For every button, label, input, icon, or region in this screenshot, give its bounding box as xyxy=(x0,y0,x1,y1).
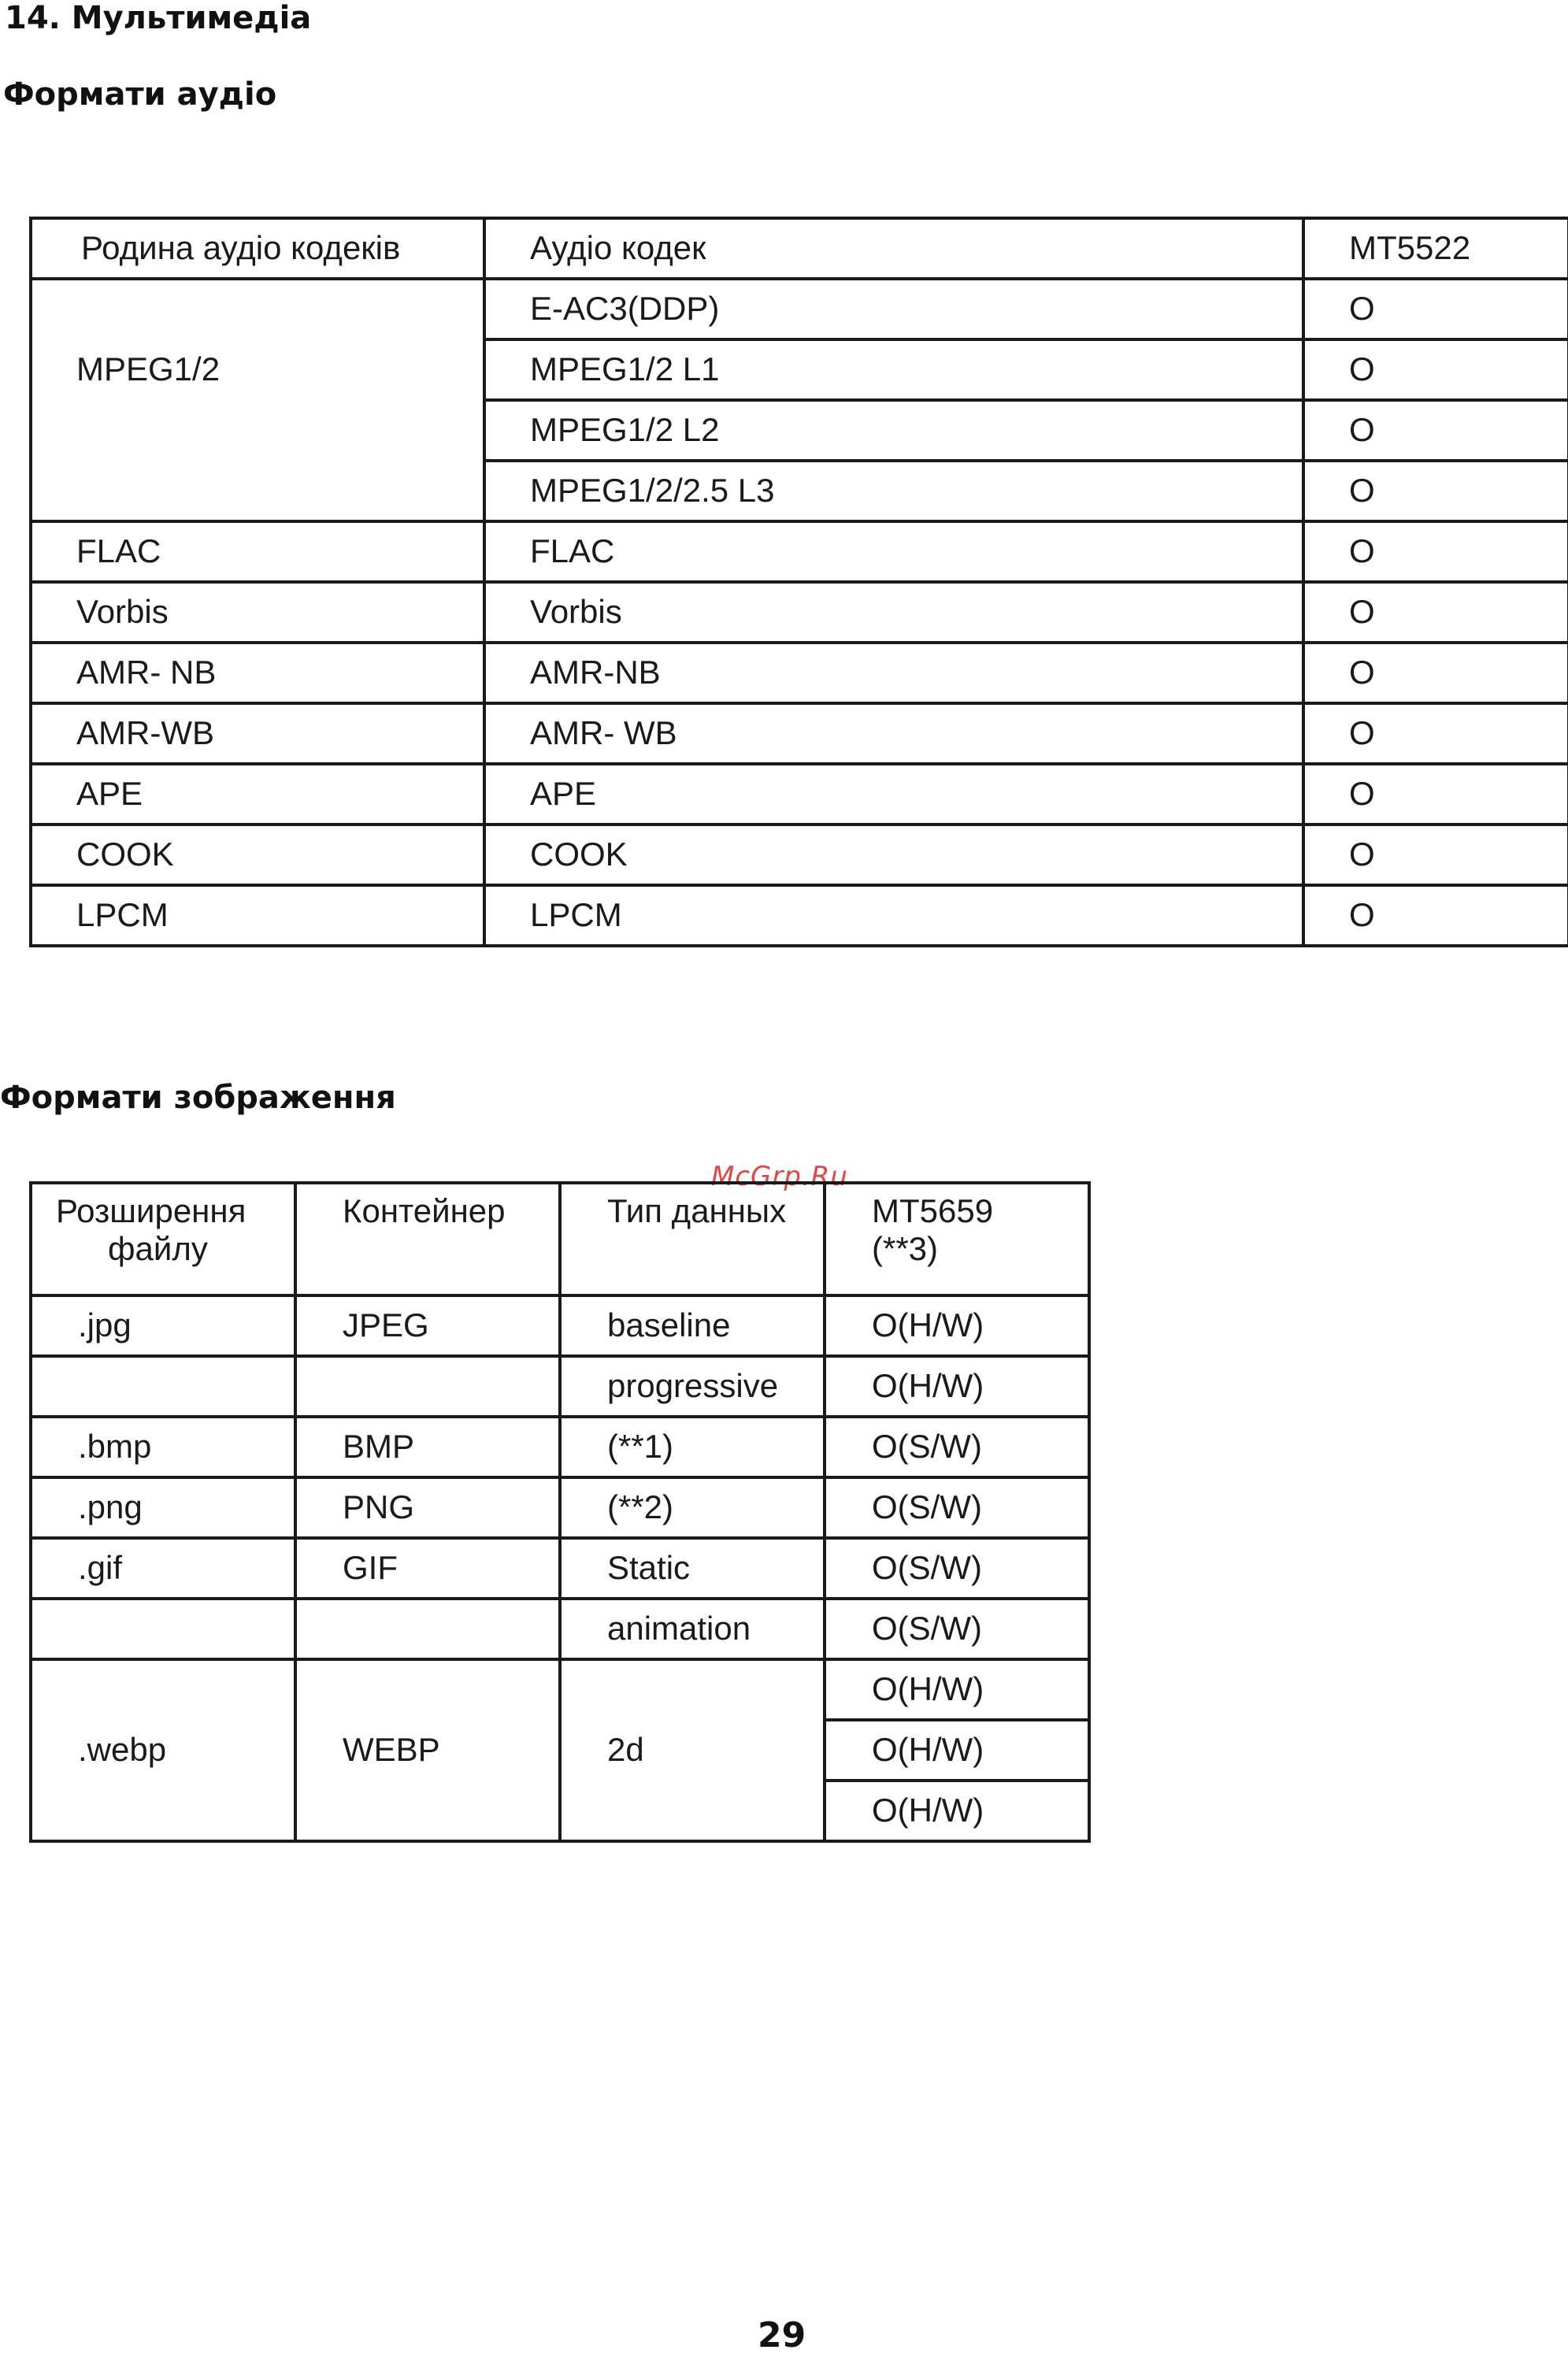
support-cell: O xyxy=(1303,825,1568,885)
codec-cell: MPEG1/2 L1 xyxy=(484,339,1303,400)
support-cell: O xyxy=(1303,279,1568,339)
table-row xyxy=(31,1417,1089,1477)
chapter-title: 14. Мультимедіа xyxy=(5,0,312,36)
codec-family-cell: FLAC xyxy=(31,521,484,582)
header-model xyxy=(825,1183,1089,1295)
extension-cell: .bmp xyxy=(31,1417,295,1477)
support-cell: O xyxy=(1303,885,1568,946)
codec-family-cell: MPEG1/2 xyxy=(31,339,484,400)
header-model: MT5522 xyxy=(1303,218,1568,279)
header-file-extension xyxy=(31,1183,295,1295)
table-row xyxy=(31,1538,1089,1599)
container-cell: BMP xyxy=(295,1417,560,1477)
codec-cell: COOK xyxy=(484,825,1303,885)
header-model-line1: MT5659 xyxy=(872,1192,994,1229)
container-cell: GIF xyxy=(295,1538,560,1599)
codec-cell: FLAC xyxy=(484,521,1303,582)
codec-cell: MPEG1/2/2.5 L3 xyxy=(484,461,1303,521)
table-row xyxy=(31,1295,1089,1356)
table-row xyxy=(31,1659,1089,1720)
codec-family-cell: AMR-WB xyxy=(31,703,484,764)
support-cell: O(H/W) xyxy=(825,1356,1089,1417)
header-file-extension-line1: Розширення xyxy=(56,1192,247,1229)
table-row xyxy=(31,521,1568,582)
table-row xyxy=(31,643,1568,703)
container-cell: WEBP xyxy=(295,1659,560,1841)
support-cell: O(H/W) xyxy=(825,1781,1089,1841)
support-cell: O(S/W) xyxy=(825,1599,1089,1659)
codec-cell: LPCM xyxy=(484,885,1303,946)
table-header-row xyxy=(31,1183,1089,1295)
support-cell: O xyxy=(1303,339,1568,400)
audio-formats-table xyxy=(29,217,1568,947)
extension-cell xyxy=(31,1599,295,1659)
support-cell: O(S/W) xyxy=(825,1538,1089,1599)
table-row xyxy=(31,764,1568,825)
data-type-cell: 2d xyxy=(560,1659,825,1841)
table-row xyxy=(31,339,1568,400)
support-cell: O xyxy=(1303,582,1568,643)
support-cell: O(H/W) xyxy=(825,1720,1089,1781)
header-model-line2: (**3) xyxy=(872,1230,939,1268)
extension-cell xyxy=(31,1356,295,1417)
support-cell: O(H/W) xyxy=(825,1295,1089,1356)
codec-cell: MPEG1/2 L2 xyxy=(484,400,1303,461)
image-formats-title: Формати зображення xyxy=(0,1080,396,1116)
header-container: Контейнер xyxy=(295,1183,560,1295)
header-codec-family: Родина аудіо кодеків xyxy=(31,218,484,279)
page-number: 29 xyxy=(758,2315,806,2355)
codec-cell: AMR-NB xyxy=(484,643,1303,703)
support-cell: O xyxy=(1303,521,1568,582)
table-row xyxy=(31,582,1568,643)
image-formats-table xyxy=(29,1181,1091,1843)
container-cell: JPEG xyxy=(295,1295,560,1356)
table-row xyxy=(31,279,1568,339)
codec-family-cell: APE xyxy=(31,764,484,825)
extension-cell: .jpg xyxy=(31,1295,295,1356)
support-cell: O(S/W) xyxy=(825,1477,1089,1538)
table-row xyxy=(31,825,1568,885)
support-cell: O xyxy=(1303,400,1568,461)
extension-cell: .gif xyxy=(31,1538,295,1599)
container-cell xyxy=(295,1599,560,1659)
codec-family-cell xyxy=(31,279,484,339)
data-type-cell: baseline xyxy=(560,1295,825,1356)
codec-cell: Vorbis xyxy=(484,582,1303,643)
codec-cell: E-AC3(DDP) xyxy=(484,279,1303,339)
watermark: McGrp.Ru xyxy=(711,1161,848,1192)
table-row xyxy=(31,1477,1089,1538)
codec-cell: AMR- WB xyxy=(484,703,1303,764)
support-cell: O xyxy=(1303,461,1568,521)
support-cell: O xyxy=(1303,643,1568,703)
codec-family-cell: Vorbis xyxy=(31,582,484,643)
audio-formats-title: Формати аудіо xyxy=(3,76,277,113)
codec-family-cell: LPCM xyxy=(31,885,484,946)
container-cell xyxy=(295,1356,560,1417)
codec-family-cell: AMR- NB xyxy=(31,643,484,703)
table-row xyxy=(31,1599,1089,1659)
data-type-cell: animation xyxy=(560,1599,825,1659)
header-file-extension-line2: файлу xyxy=(108,1230,208,1268)
header-codec: Аудіо кодек xyxy=(484,218,1303,279)
codec-family-cell: COOK xyxy=(31,825,484,885)
table-row xyxy=(31,461,1568,521)
table-row xyxy=(31,400,1568,461)
data-type-cell: progressive xyxy=(560,1356,825,1417)
table-header-row xyxy=(31,218,1568,279)
table-row xyxy=(31,703,1568,764)
container-cell: PNG xyxy=(295,1477,560,1538)
extension-cell: .webp xyxy=(31,1659,295,1841)
codec-family-cell xyxy=(31,461,484,521)
support-cell: O xyxy=(1303,703,1568,764)
support-cell: O xyxy=(1303,764,1568,825)
data-type-cell: (**2) xyxy=(560,1477,825,1538)
extension-cell: .png xyxy=(31,1477,295,1538)
data-type-cell: Static xyxy=(560,1538,825,1599)
data-type-cell: (**1) xyxy=(560,1417,825,1477)
table-row xyxy=(31,1356,1089,1417)
support-cell: O(S/W) xyxy=(825,1417,1089,1477)
codec-family-cell xyxy=(31,400,484,461)
support-cell: O(H/W) xyxy=(825,1659,1089,1720)
codec-cell: APE xyxy=(484,764,1303,825)
table-row xyxy=(31,885,1568,946)
header-data-type: Тип данных xyxy=(560,1183,825,1295)
